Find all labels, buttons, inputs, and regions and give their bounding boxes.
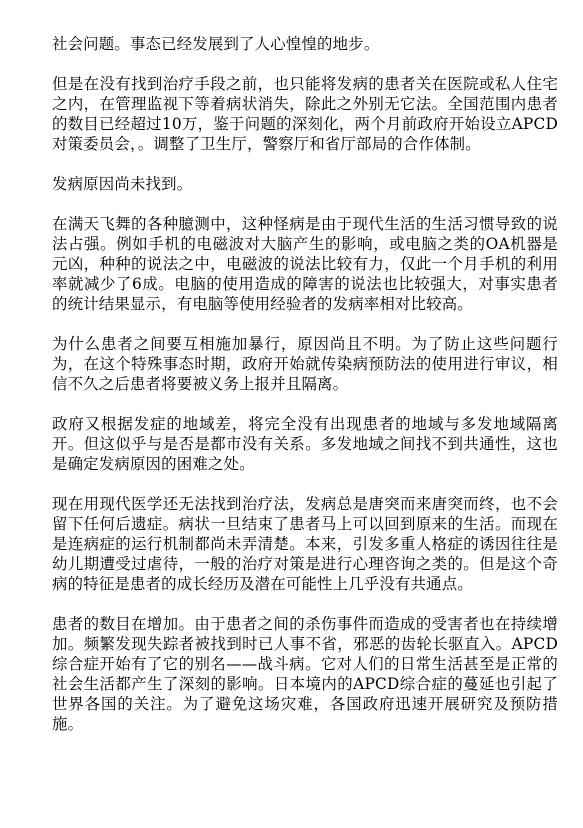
paragraph-7: 现在用现代医学还无法找到治疗法，发病总是唐突而来唐突而终，也不会留下任何后遗症。病状一旦结束了患者马上可以回到原来的生活。而现在是连病症的运行机制都尚未弄清楚。本来，引发多重人格症的诱因往往是幼儿期遭受过虐待，一般的治疗对策是进行心理咨询之类的。但是这个奇病的特征是患者的成长经历及潜在可能性上几乎没有共通点。 [52, 495, 558, 593]
paragraph-8: 患者的数目在增加。由于患者之间的杀伤事件而造成的受害者也在持续增加。频繁发现失踪者被找到时已人事不省，邪恶的齿轮长驱直入。APCD综合症开始有了它的别名——战斗病。它对人们的日常生活甚至是正常的社会生活都产生了深刻的影响。日本境内的APCD综合症的蔓延也引起了世界各国的关注。为了避免这场灾难，各国政府迅速开展研究及预防措施。 [52, 615, 558, 733]
paragraph-1: 社会问题。事态已经发展到了人心惶惶的地步。 [52, 35, 380, 53]
paragraph-3: 发病原因尚未找到。 [52, 175, 193, 193]
paragraph-6: 政府又根据发症的地域差，将完全没有出现患者的地域与多发地域隔离开。但这似乎与是否是都市没有关系。多发地域之间找不到共通性，这也是确定发病原因的困难之处。 [52, 415, 558, 473]
document-body [52, 34, 558, 754]
paragraph-2: 但是在没有找到治疗手段之前，也只能将发病的患者关在医院或私人住宅之内，在管理监视下等着病状消失，除此之外别无它法。全国范围内患者的数目已经超过10万，鉴于问题的深刻化，两个月前政府开始设立APCD对策委员会，。调整了卫生厅，警察厅和省厅部局的合作体制。 [52, 75, 558, 153]
paragraph-5: 为什么患者之间要互相施加暴行，原因尚且不明。为了防止这些问题行为，在这个特殊事态时期，政府开始就传染病预防法的使用进行审议，相信不久之后患者将要被义务上报并且隔离。 [52, 335, 558, 393]
paragraph-4: 在满天飞舞的各种臆测中，这种怪病是由于现代生活的生活习惯导致的说法占强。例如手机的电磁波对大脑产生的影响，或电脑之类的OA机器是元凶，种种的说法之中，电磁波的说法比较有力，仅此一个月手机的利用率就减少了6成。电脑的使用造成的障害的说法也比较强大，对事实患者的统计结果显示，有电脑等使用经验者的发病率相对比较高。 [52, 215, 558, 313]
